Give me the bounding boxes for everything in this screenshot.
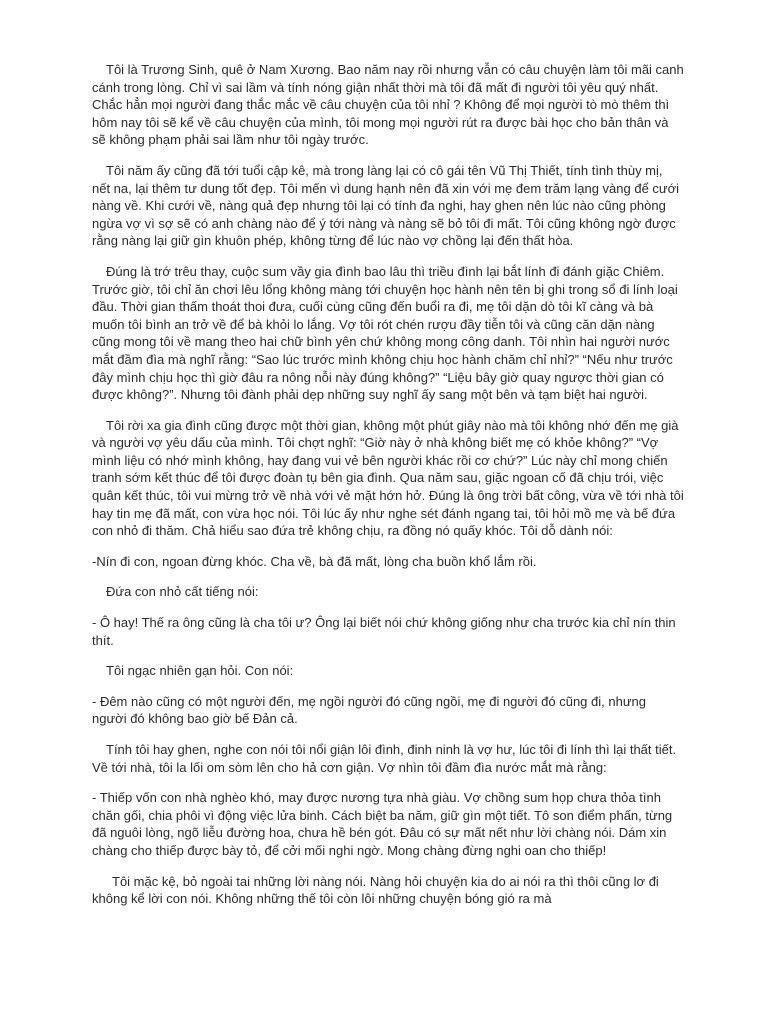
paragraph-dialogue-child-2: - Đêm nào cũng có một người đến, mẹ ngồi người đó cũng ngồi, mẹ đi người đó cũng đi, nhưng người đó không bao giờ bế Đản cả. [92,693,646,727]
paragraph-child-speaks: Đứa con nhỏ cất tiếng nói: [106,584,259,600]
paragraph-intro: Tôi là Trương Sinh, quê ở Nam Xương. Bao năm nay rồi nhưng vẫn có câu chuyện làm tôi mãi canh cánh trong lòng. Chỉ vì sai lầm và tính nóng giận nhất thời mà tôi đã mất đi người tôi yêu quý nhất. Chắc hẳn mọi người đang thắc mắc về câu chuyện của tôi nhỉ ? Không để mọi người tò mò thêm thì hôm nay tôi sẽ kể về câu chuyện của mình, tôi mong mọi người rút ra được bài học cho bản thân và sẽ không phạm phải sai lầm như tôi ngày trước. [92,62,684,148]
paragraph-dialogue-father: -Nín đi con, ngoan đừng khóc. Cha về, bà đã mất, lòng cha buồn khổ lắm rồi. [92,553,537,569]
paragraph-jealousy: Tính tôi hay ghen, nghe con nói tôi nổi giận lôi đình, đinh ninh là vợ hư, lúc tôi đi lính thì lại thất tiết. Về tới nhà, tôi la lối om sòm lên cho hả cơn giận. Vợ nhìn tôi đầm đìa nước mắt mà rằng: [92,742,677,775]
paragraph-marriage: Tôi năm ấy cũng đã tới tuổi cập kê, mà trong làng lại có cô gái tên Vũ Thị Thiết, tính tình thùy mị, nết na, lại thêm tư dung tốt đẹp. Tôi mến vì dung hạnh nên đã xin với mẹ đem trăm lạng vàng để cưới nàng về. Khi cưới về, nàng quả đẹp nhưng tôi lại có tính đa nghi, hay ghen nên lúc nào cũng phòng ngừa vợ vì sợ sẽ có anh chàng nào để ý tới nàng và nàng sẽ bỏ tôi đi mất. Tôi cũng không ngờ được rằng nàng lại giữ gìn khuôn phép, không từng để lúc nào vợ chồng lại đến thất hòa. [92,162,680,249]
paragraph-ignoring: Tôi mặc kệ, bỏ ngoài tai những lời nàng nói. Nàng hỏi chuyện kia do ai nói ra thì thôi cũng lơ đi không kể lời con nói. Không những thế tôi còn lôi những chuyện bóng gió ra mà [92,873,659,907]
paragraph-dialogue-child-1: - Ô hay! Thế ra ông cũng là cha tôi ư? Ông lại biết nói chứ không giống như cha trước kia chỉ nín thin thít. [92,615,676,648]
paragraph-conscription: Đúng là trớ trêu thay, cuộc sum vầy gia đình bao lâu thì triều đình lại bắt lính đi đánh giặc Chiêm. Trước giờ, tôi chỉ ăn chơi lêu lổng không màng tới chuyện học hành nên tên bị ghi trong sổ đi lính loại đầu. Thời gian thấm thoát thoi đưa, cuối cùng cũng đến buổi ra đi, mẹ tôi dặn dò tôi kĩ càng và bà muốn tôi bình an trở về để bà khỏi lo lắng. Vợ tôi rót chén rượu đầy tiễn tôi và cũng căn dặn nàng cũng mong tôi về mang theo hai chữ bình yên chứ không mong công danh. Tôi nhìn hai người nước mắt đầm đìa mà nghĩ rằng: “Sao lúc trước mình không chịu học hành chăm chỉ nhỉ?” “Nếu như trước đây mình chịu học thì giờ đâu ra nông nỗi này đúng không?” “Liệu bây giờ quay ngược thời gian có được không?”. Nhưng tôi đành phải dẹp những suy nghĩ ấy sang một bên và tạm biệt hai người. [92,263,678,403]
paragraph-dialogue-wife: - Thiếp vốn con nhà nghèo khó, may được nương tựa nhà giàu. Vợ chồng sum họp chưa thỏa tình chăn gối, chia phôi vì động việc lửa binh. Cách biệt ba năm, giữ gìn một tiết. Tô son điểm phấn, từng đã nguôi lòng, ngõ liễu đường hoa, chưa hề bén gót. Đâu có sự mất nết như lời chàng nói. Dám xin chàng cho thiếp được bày tỏ, để cởi mối nghi ngờ. Mong chàng đừng nghi oan cho thiếp! [92,790,673,858]
paragraph-question: Tôi ngạc nhiên gạn hỏi. Con nói: [106,663,294,679]
document-page [92,61,684,921]
paragraph-return: Tôi rời xa gia đình cũng được một thời gian, không một phút giây nào mà tôi không nhớ đến mẹ già và người vợ yêu dấu của mình. Tôi chợt nghĩ: “Giờ này ở nhà không biết mẹ có khỏe không?” “Vợ mình liệu có nhớ mình không, hay đang vui vẻ bên người khác rồi cơ chứ?” Lúc này chỉ mong chiến tranh sớm kết thúc để tôi được đoàn tụ bên gia đình. Qua năm sau, giặc ngoan cố đã chịu trói, việc quân kết thúc, tôi vui mừng trở về nhà với vẻ mặt hớn hở. Đúng là ông trời bất công, vừa về tới nhà tôi hay tin mẹ đã mất, con vừa học nói. Tôi lúc ấy như nghe sét đánh ngang tai, tôi hỏi mồ mẹ và bế đứa con nhỏ đi thăm. Chả hiểu sao đứa trẻ không chịu, ra đồng nó quấy khóc. Tôi dỗ dành nói: [92,417,684,539]
